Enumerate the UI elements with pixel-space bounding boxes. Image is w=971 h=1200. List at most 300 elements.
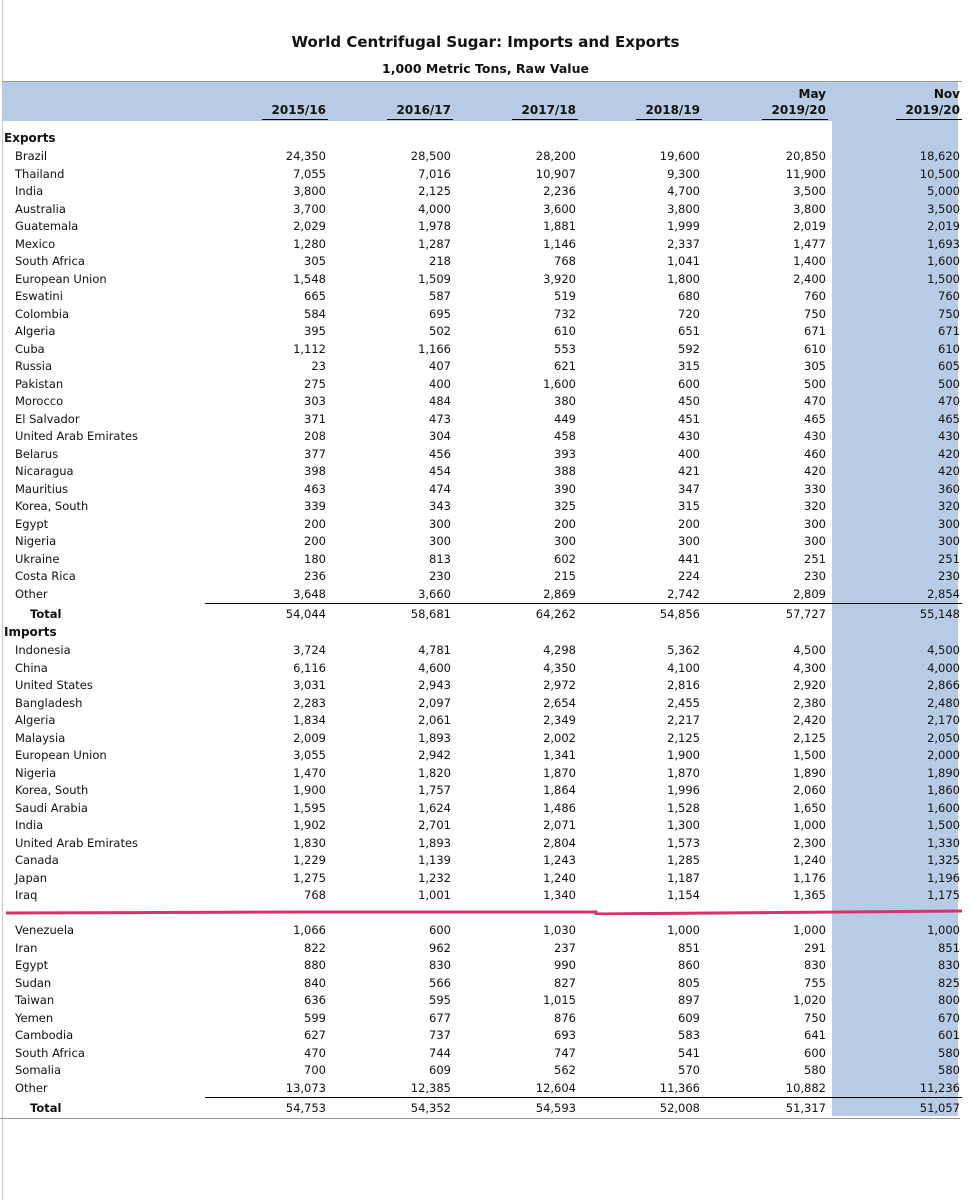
table-row: [0, 817, 971, 835]
row-country: India: [15, 818, 44, 832]
row-country: Malaysia: [15, 730, 66, 745]
table-row: [0, 940, 971, 958]
table-row: [0, 306, 971, 324]
cell-value: 2,300: [793, 835, 826, 850]
cell-value: 4,000: [418, 201, 451, 216]
cell-value: 1,500: [793, 748, 826, 762]
cell-value: 4,700: [667, 184, 700, 198]
table-row: [0, 992, 971, 1010]
cell-value: 300: [804, 516, 826, 531]
table-row: [0, 358, 971, 376]
cell-value: 4,781: [418, 643, 451, 657]
row-country: Algeria: [15, 324, 56, 338]
table-row: [0, 695, 971, 713]
report-title: World Centrifugal Sugar: Imports and Exports: [291, 33, 680, 51]
total-value: 51,317: [785, 1101, 826, 1115]
cell-value: 4,600: [418, 660, 451, 675]
cell-value: 388: [554, 464, 576, 478]
cell-value: 671: [804, 324, 826, 338]
table-row: [0, 481, 971, 499]
column-header-year: 2015/16: [271, 103, 326, 117]
cell-value: 224: [678, 569, 700, 583]
cell-value: 2,480: [927, 695, 960, 710]
cell-value: 449: [554, 411, 576, 426]
cell-value: 4,500: [793, 643, 826, 657]
cell-value: 2,050: [927, 730, 960, 745]
cell-value: 3,800: [793, 201, 826, 216]
column-header-underline: [896, 119, 962, 120]
section-label-imports: Imports: [4, 625, 57, 639]
total-rule: [205, 603, 328, 604]
cell-value: 1,881: [543, 219, 576, 233]
table-row: [0, 852, 971, 870]
row-country: Morocco: [15, 394, 64, 408]
cell-value: 1,870: [667, 765, 700, 780]
cell-value: 822: [304, 940, 326, 955]
cell-value: 800: [938, 993, 960, 1007]
table-row: [0, 730, 971, 748]
cell-value: 275: [304, 376, 326, 391]
column-header-1: [361, 86, 451, 118]
cell-value: 1,573: [667, 835, 700, 850]
cell-value: 3,648: [293, 586, 326, 601]
table-row: [0, 782, 971, 800]
table-row: [0, 887, 971, 905]
cell-value: 380: [554, 394, 576, 408]
cell-value: 398: [304, 464, 326, 478]
column-header-underline: [512, 119, 578, 120]
row-country: United States: [15, 678, 93, 692]
cell-value: 13,073: [285, 1080, 326, 1095]
cell-value: 1,400: [793, 254, 826, 268]
cell-value: 230: [938, 569, 960, 583]
row-country: Other: [15, 586, 48, 601]
cell-value: 450: [678, 394, 700, 408]
cell-value: 1,287: [418, 236, 451, 251]
cell-value: 1,595: [293, 800, 326, 815]
cell-value: 1,834: [293, 713, 326, 727]
row-country: Guatemala: [15, 219, 79, 233]
pink-annotation-stroke: [6, 911, 962, 914]
cell-value: 474: [429, 481, 451, 496]
cell-value: 2,380: [793, 695, 826, 710]
cell-value: 1,325: [927, 853, 960, 867]
row-country: Cuba: [15, 341, 45, 356]
cell-value: 300: [938, 534, 960, 548]
cell-value: 3,500: [927, 201, 960, 216]
column-header-month: May: [798, 87, 826, 101]
cell-value: 1,600: [543, 376, 576, 391]
cell-value: 580: [804, 1063, 826, 1077]
cell-value: 2,236: [543, 184, 576, 198]
row-country: Sudan: [15, 975, 52, 990]
cell-value: 840: [304, 975, 326, 990]
cell-value: 813: [429, 551, 451, 566]
cell-value: 325: [554, 499, 576, 513]
cell-value: 420: [804, 464, 826, 478]
cell-value: 237: [554, 940, 576, 955]
cell-value: 1,890: [927, 765, 960, 780]
row-country: United Arab Emirates: [15, 429, 139, 443]
cell-value: 750: [804, 1010, 826, 1025]
cell-value: 1,066: [293, 923, 326, 937]
cell-value: 10,882: [785, 1080, 826, 1095]
cell-value: 605: [938, 359, 960, 373]
total-value: 54,352: [410, 1101, 451, 1115]
cell-value: 2,804: [543, 835, 576, 850]
cell-value: 1,229: [293, 853, 326, 867]
cell-value: 1,146: [543, 236, 576, 251]
cell-value: 1,015: [543, 993, 576, 1007]
column-header-4: [736, 86, 826, 118]
cell-value: 880: [304, 958, 326, 972]
table-row: [0, 341, 971, 359]
cell-value: 4,500: [927, 643, 960, 657]
cell-value: 601: [938, 1028, 960, 1042]
cell-value: 2,125: [418, 184, 451, 198]
cell-value: 1,000: [927, 923, 960, 937]
row-country: Russia: [15, 359, 52, 373]
table-row: [0, 376, 971, 394]
cell-value: 2,019: [927, 219, 960, 233]
row-country: Egypt: [15, 958, 49, 972]
table-row: [0, 446, 971, 464]
table-row: [0, 183, 971, 201]
table-row: [0, 498, 971, 516]
cell-value: 430: [678, 429, 700, 443]
cell-value: 720: [678, 306, 700, 321]
total-value: 54,044: [285, 607, 326, 621]
cell-value: 1,330: [927, 835, 960, 850]
column-header-2: [486, 86, 576, 118]
row-country: Saudi Arabia: [15, 800, 88, 815]
cell-value: 1,486: [543, 800, 576, 815]
column-header-underline: [636, 119, 702, 120]
row-country: Eswatini: [15, 289, 63, 303]
row-country: Taiwan: [15, 993, 55, 1007]
table-row: [0, 253, 971, 271]
row-country: Venezuela: [15, 923, 75, 937]
cell-value: 851: [938, 940, 960, 955]
cell-value: 1,864: [543, 783, 576, 797]
cell-value: 1,341: [543, 748, 576, 762]
table-row: [0, 323, 971, 341]
cell-value: 421: [678, 464, 700, 478]
column-header-year: 2019/20: [771, 103, 826, 117]
cell-value: 1,870: [543, 765, 576, 780]
cell-value: 2,217: [667, 713, 700, 727]
total-label: Total: [30, 607, 62, 621]
cell-value: 768: [304, 888, 326, 902]
row-country: Japan: [15, 870, 48, 885]
cell-value: 1,285: [667, 853, 700, 867]
cell-value: 465: [804, 411, 826, 426]
cell-value: 2,972: [543, 678, 576, 692]
cell-value: 1,860: [927, 783, 960, 797]
cell-value: 627: [304, 1028, 326, 1042]
cell-value: 1,030: [543, 923, 576, 937]
cell-value: 1,693: [927, 236, 960, 251]
table-row: [0, 288, 971, 306]
cell-value: 3,660: [418, 586, 451, 601]
cell-value: 737: [429, 1028, 451, 1042]
cell-value: 602: [554, 551, 576, 566]
row-country: Cambodia: [15, 1028, 74, 1042]
cell-value: 962: [429, 940, 451, 955]
total-value: 57,727: [785, 607, 826, 621]
cell-value: 825: [938, 975, 960, 990]
row-country: Other: [15, 1080, 48, 1095]
cell-value: 1,820: [418, 765, 451, 780]
row-country: South Africa: [15, 1045, 85, 1060]
cell-value: 18,620: [919, 149, 960, 163]
cell-value: 750: [804, 306, 826, 321]
cell-value: 9,300: [667, 166, 700, 181]
section-label-exports: Exports: [4, 131, 56, 145]
cell-value: 420: [938, 464, 960, 478]
total-rule: [828, 603, 962, 604]
cell-value: 24,350: [285, 149, 326, 163]
cell-value: 3,031: [293, 678, 326, 692]
column-header-3: [610, 86, 700, 118]
cell-value: 1,176: [793, 870, 826, 885]
total-row: [0, 606, 971, 624]
cell-value: 470: [938, 394, 960, 408]
total-row: [0, 1100, 971, 1118]
cell-value: 830: [938, 958, 960, 972]
cell-value: 1,000: [667, 923, 700, 937]
cell-value: 1,830: [293, 835, 326, 850]
cell-value: 10,500: [919, 166, 960, 181]
cell-value: 1,340: [543, 888, 576, 902]
row-country: Brazil: [15, 149, 48, 163]
cell-value: 305: [804, 359, 826, 373]
cell-value: 320: [938, 499, 960, 513]
cell-value: 570: [678, 1063, 700, 1077]
row-country: Algeria: [15, 713, 56, 727]
cell-value: 441: [678, 551, 700, 566]
cell-value: 291: [804, 940, 826, 955]
table-row: [0, 201, 971, 219]
cell-value: 463: [304, 481, 326, 496]
cell-value: 805: [678, 975, 700, 990]
cell-value: 395: [304, 324, 326, 338]
cell-value: 3,600: [543, 201, 576, 216]
row-country: Indonesia: [15, 643, 71, 657]
cell-value: 750: [938, 306, 960, 321]
cell-value: 11,236: [919, 1080, 960, 1095]
total-value: 54,593: [535, 1101, 576, 1115]
cell-value: 760: [938, 289, 960, 303]
report-subtitle: 1,000 Metric Tons, Raw Value: [382, 61, 589, 76]
cell-value: 1,139: [418, 853, 451, 867]
cell-value: 393: [554, 446, 576, 461]
cell-value: 11,366: [659, 1080, 700, 1095]
cell-value: 1,240: [793, 853, 826, 867]
cell-value: 300: [429, 516, 451, 531]
row-country: Korea, South: [15, 499, 89, 513]
column-header-underline: [387, 119, 453, 120]
cell-value: 600: [429, 923, 451, 937]
total-rule: [578, 603, 702, 604]
cell-value: 339: [304, 499, 326, 513]
table-row: [0, 586, 971, 604]
column-header-year: 2017/18: [521, 103, 576, 117]
table-row: [0, 747, 971, 765]
cell-value: 1,365: [793, 888, 826, 902]
table-row: [0, 148, 971, 166]
column-header-underline: [762, 119, 828, 120]
column-header-year: 2016/17: [396, 103, 451, 117]
column-header-year: 2019/20: [905, 103, 960, 117]
cell-value: 1,500: [927, 271, 960, 286]
table-row: [0, 236, 971, 254]
cell-value: 300: [554, 534, 576, 548]
cell-value: 5,362: [667, 643, 700, 657]
cell-value: 584: [304, 306, 326, 321]
cell-value: 671: [938, 324, 960, 338]
column-header-year: 2018/19: [645, 103, 700, 117]
cell-value: 12,385: [410, 1080, 451, 1095]
table-row: [0, 712, 971, 730]
cell-value: 1,800: [667, 271, 700, 286]
cell-value: 470: [804, 394, 826, 408]
row-country: South Africa: [15, 254, 85, 268]
table-row: [0, 765, 971, 783]
table-row: [0, 922, 971, 940]
cell-value: 430: [938, 429, 960, 443]
cell-value: 2,170: [927, 713, 960, 727]
cell-value: 732: [554, 306, 576, 321]
row-country: European Union: [15, 271, 107, 286]
cell-value: 300: [429, 534, 451, 548]
cell-value: 4,300: [793, 660, 826, 675]
total-label: Total: [30, 1101, 62, 1115]
table-row: [0, 870, 971, 888]
cell-value: 200: [554, 516, 576, 531]
cell-value: 3,724: [293, 643, 326, 657]
row-country: Somalia: [15, 1063, 62, 1077]
row-country: Mexico: [15, 236, 56, 251]
cell-value: 830: [429, 958, 451, 972]
cell-value: 500: [938, 376, 960, 391]
table-row: [0, 800, 971, 818]
cell-value: 371: [304, 411, 326, 426]
cell-value: 458: [554, 429, 576, 443]
cell-value: 1,757: [418, 783, 451, 797]
cell-value: 430: [804, 429, 826, 443]
cell-value: 2,701: [418, 818, 451, 832]
total-value: 55,148: [919, 607, 960, 621]
table-row: [0, 428, 971, 446]
cell-value: 473: [429, 411, 451, 426]
table-row: [0, 835, 971, 853]
cell-value: 11,900: [785, 166, 826, 181]
cell-value: 2,654: [543, 695, 576, 710]
cell-value: 20,850: [785, 149, 826, 163]
cell-value: 1,528: [667, 800, 700, 815]
cell-value: 768: [554, 254, 576, 268]
cell-value: 470: [304, 1045, 326, 1060]
table-row: [0, 677, 971, 695]
cell-value: 2,742: [667, 586, 700, 601]
cell-value: 236: [304, 569, 326, 583]
row-country: Costa Rica: [15, 569, 76, 583]
cell-value: 580: [938, 1045, 960, 1060]
total-rule: [453, 603, 578, 604]
cell-value: 2,943: [418, 678, 451, 692]
cell-value: 830: [804, 958, 826, 972]
cell-value: 484: [429, 394, 451, 408]
cell-value: 2,009: [293, 730, 326, 745]
cell-value: 230: [804, 569, 826, 583]
cell-value: 665: [304, 289, 326, 303]
cell-value: 2,061: [418, 713, 451, 727]
table-bottom-rule: [0, 1118, 960, 1119]
table-row: [0, 218, 971, 236]
row-country: El Salvador: [15, 411, 80, 426]
cell-value: 1,020: [793, 993, 826, 1007]
cell-value: 2,866: [927, 678, 960, 692]
cell-value: 641: [804, 1028, 826, 1042]
cell-value: 1,000: [793, 923, 826, 937]
cell-value: 456: [429, 446, 451, 461]
cell-value: 1,500: [927, 818, 960, 832]
row-country: Nicaragua: [15, 464, 74, 478]
cell-value: 677: [429, 1010, 451, 1025]
column-header-month: Nov: [933, 87, 960, 101]
cell-value: 827: [554, 975, 576, 990]
cell-value: 400: [429, 376, 451, 391]
total-rule: [453, 1097, 578, 1098]
column-header-0: [236, 86, 326, 118]
cell-value: 2,071: [543, 818, 576, 832]
cell-value: 208: [304, 429, 326, 443]
cell-value: 760: [804, 289, 826, 303]
cell-value: 2,029: [293, 219, 326, 233]
cell-value: 2,920: [793, 678, 826, 692]
cell-value: 3,055: [293, 748, 326, 762]
cell-value: 4,000: [927, 660, 960, 675]
cell-value: 3,800: [293, 184, 326, 198]
cell-value: 305: [304, 254, 326, 268]
cell-value: 400: [678, 446, 700, 461]
cell-value: 651: [678, 324, 700, 338]
cell-value: 347: [678, 481, 700, 496]
cell-value: 2,455: [667, 695, 700, 710]
cell-value: 2,337: [667, 236, 700, 251]
cell-value: 1,900: [293, 783, 326, 797]
cell-value: 519: [554, 289, 576, 303]
column-header-5: [870, 86, 960, 118]
cell-value: 695: [429, 306, 451, 321]
cell-value: 454: [429, 464, 451, 478]
total-rule: [328, 603, 453, 604]
cell-value: 583: [678, 1028, 700, 1042]
table-row: [0, 271, 971, 289]
table-row: [0, 1080, 971, 1098]
cell-value: 680: [678, 289, 700, 303]
total-rule: [702, 1097, 828, 1098]
cell-value: 1,900: [667, 748, 700, 762]
total-value: 54,753: [285, 1101, 326, 1115]
row-country: Belarus: [15, 446, 59, 461]
cell-value: 4,100: [667, 660, 700, 675]
row-country: Thailand: [15, 166, 65, 181]
cell-value: 1,196: [927, 870, 960, 885]
cell-value: 3,920: [543, 271, 576, 286]
cell-value: 500: [804, 376, 826, 391]
